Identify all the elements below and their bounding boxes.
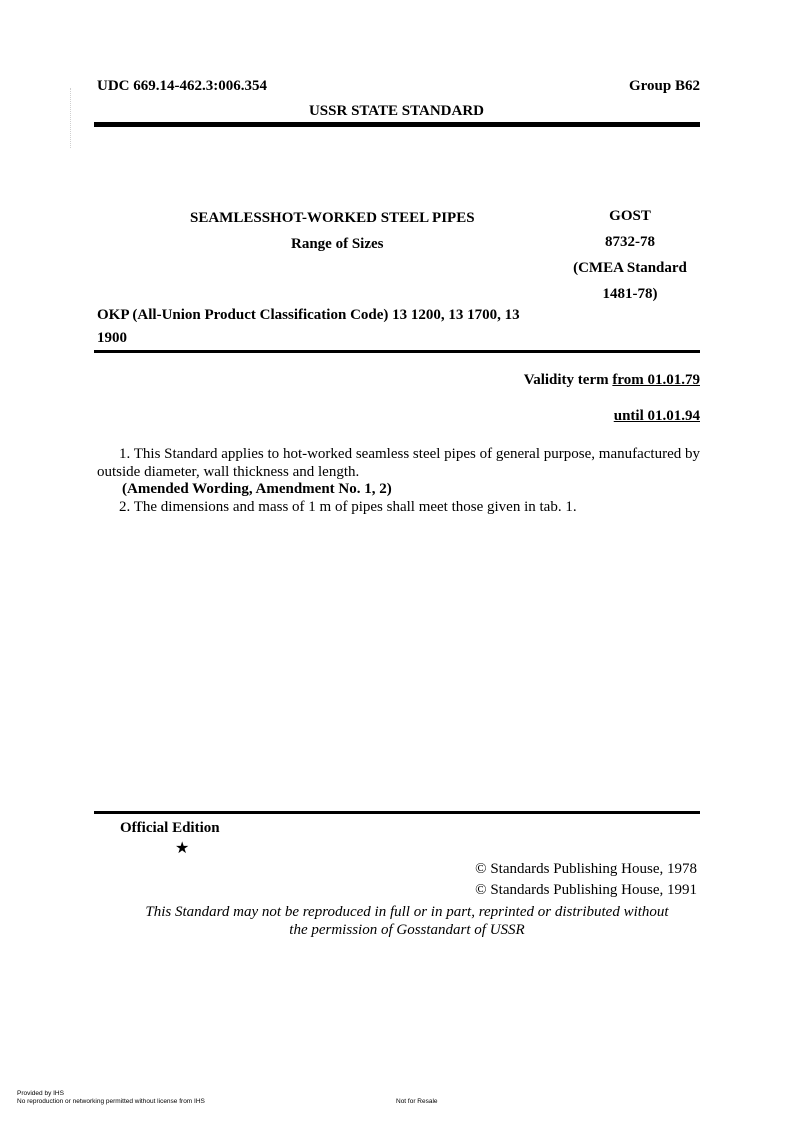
group-code: Group B62	[629, 78, 700, 94]
gost-number: 8732-78	[605, 234, 655, 250]
validity-label: Validity term	[523, 372, 609, 388]
footer-no-reproduction: No reproduction or networking permitted without license from IHS	[17, 1098, 205, 1105]
okp-code-line2: 1900	[97, 330, 127, 346]
footer-not-for-resale: Not for Resale	[396, 1098, 438, 1105]
standard-type: USSR STATE STANDARD	[308, 103, 485, 119]
document-subtitle: Range of Sizes	[291, 236, 384, 252]
star-icon: ★	[175, 840, 190, 857]
paragraph-1: 1. This Standard applies to hot-worked seamless steel pipes of general purpose, manufactured by outside diameter, wall thickness and length.	[97, 446, 700, 480]
validity-until	[614, 408, 700, 425]
udc-code: UDC 669.14-462.3:006.354	[97, 78, 267, 94]
validity-from-date: from 01.01.79	[612, 372, 700, 388]
amendment-note: (Amended Wording, Amendment No. 1, 2)	[122, 481, 392, 497]
cmea-standard: (CMEA Standard	[573, 260, 687, 276]
copyright-1991: © Standards Publishing House, 1991	[475, 882, 697, 898]
validity-from	[524, 372, 700, 389]
copyright-1978: © Standards Publishing House, 1978	[475, 861, 697, 877]
footer-provided: Provided by IHS	[17, 1090, 64, 1097]
official-edition: Official Edition	[120, 820, 220, 836]
document-title: SEAMLESSHOT-WORKED STEEL PIPES	[190, 210, 475, 226]
validity-until-date: until 01.01.94	[613, 408, 700, 424]
gost-label: GOST	[609, 208, 651, 224]
edition-rule	[94, 811, 700, 814]
cmea-number: 1481-78)	[602, 286, 658, 302]
header-rule	[94, 122, 700, 127]
reproduction-notice-line2: the permission of Gosstandart of USSR	[289, 922, 525, 938]
okp-code-line1: OKP (All-Union Product Classification Code) 13 1200, 13 1700, 13	[97, 307, 520, 323]
reproduction-notice	[97, 903, 717, 939]
title-rule	[94, 350, 700, 353]
paragraph-2: 2. The dimensions and mass of 1 m of pipes shall meet those given in tab. 1.	[119, 499, 577, 515]
reproduction-notice-line1: This Standard may not be reproduced in full or in part, reprinted or distributed without	[145, 904, 669, 920]
